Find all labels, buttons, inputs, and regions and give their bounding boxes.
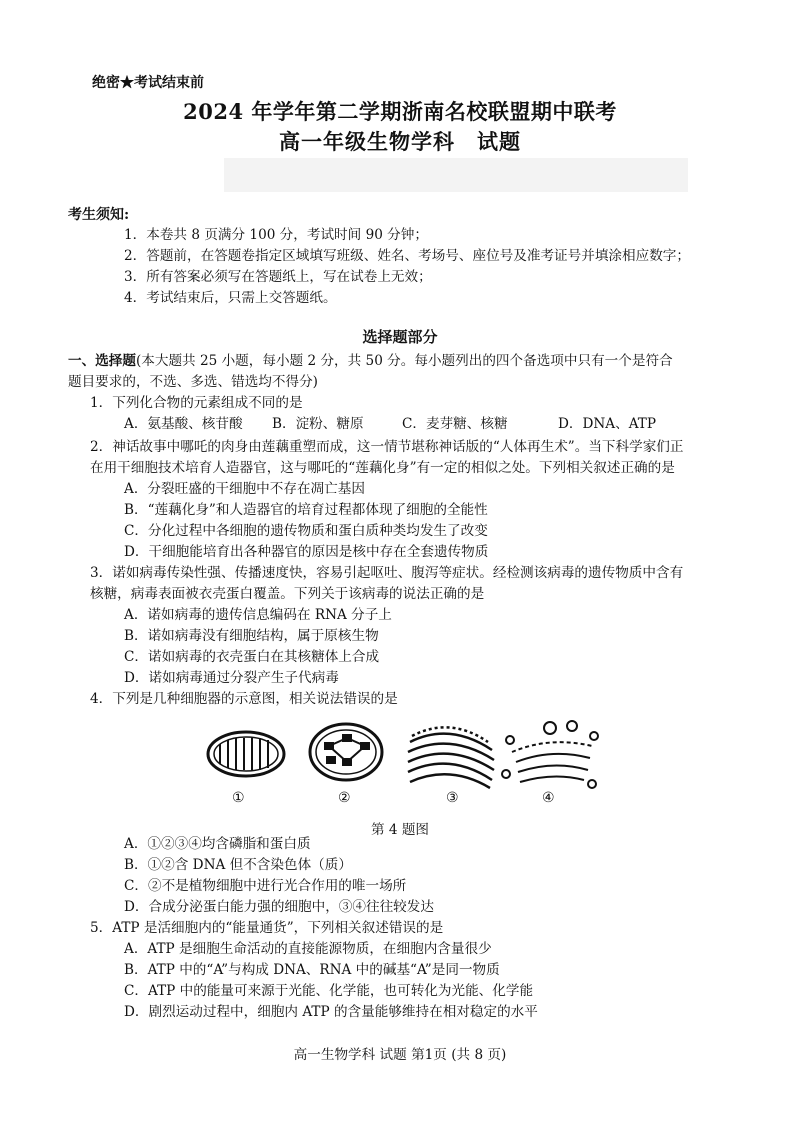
q5-option-c: C．ATP 中的能量可来源于光能、化学能，也可转化为光能、化学能 bbox=[124, 983, 534, 999]
q1-option-b: B．淀粉、糖原 bbox=[272, 416, 364, 432]
q4-option-d: D．合成分泌蛋白能力强的细胞中，③④往往较发达 bbox=[124, 899, 434, 915]
q3-option-c: C．诺如病毒的衣壳蛋白在其核糖体上合成 bbox=[124, 649, 380, 665]
mitochondrion-drawing bbox=[208, 732, 284, 776]
notice-item: 1．本卷共 8 页满分 100 分，考试时间 90 分钟； bbox=[124, 227, 428, 243]
section-intro-line2: 题目要求的，不选、多选、错选均不得分) bbox=[68, 374, 318, 390]
section-heading: 选择题部分 bbox=[362, 328, 438, 346]
q4-option-c: C．②不是植物细胞中进行光合作用的唯一场所 bbox=[124, 878, 407, 894]
q2-option-a: A．分裂旺盛的干细胞中不存在凋亡基因 bbox=[124, 481, 365, 497]
notice-item: 2．答题前，在答题卷指定区域填写班级、姓名、考场号、座位号及准考证号并填涂相应数字； bbox=[124, 248, 690, 264]
question-1-stem: 1．下列化合物的元素组成不同的是 bbox=[90, 395, 303, 411]
notice-item: 3．所有答案必须写在答题纸上，写在试卷上无效； bbox=[124, 269, 432, 285]
q1-option-c: C．麦芽糖、核糖 bbox=[402, 416, 508, 432]
q5-option-a: A．ATP 是细胞生命活动的直接能源物质，在细胞内含量很少 bbox=[124, 941, 492, 957]
figure-caption: 第 4 题图 bbox=[370, 822, 430, 838]
q3-option-b: B．诺如病毒没有细胞结构，属于原核生物 bbox=[124, 628, 379, 644]
notice-item: 4．考试结束后，只需上交答题纸。 bbox=[124, 290, 337, 306]
figure-label-4: ④ bbox=[542, 790, 555, 806]
confidential-label: 绝密★考试结束前 bbox=[92, 75, 204, 91]
q5-option-b: B．ATP 中的“A”与构成 DNA、RNA 中的碱基“A”是同一物质 bbox=[124, 962, 500, 978]
er-drawing bbox=[408, 727, 494, 788]
q1-option-a: A．氨基酸、核苷酸 bbox=[124, 416, 243, 432]
q3-option-d: D．诺如病毒通过分裂产生子代病毒 bbox=[124, 670, 339, 686]
page-footer: 高一生物学科 试题 第1页 (共 8 页) bbox=[293, 1047, 507, 1063]
question-4-stem: 4．下列是几种细胞器的示意图，相关说法错误的是 bbox=[90, 691, 398, 707]
question-2-stem-line1: 2．神话故事中哪吒的肉身由莲藕重塑而成，这一情节堪称神话版的“人体再生术”。当下科学家们正 bbox=[90, 439, 684, 455]
chloroplast-drawing bbox=[310, 724, 382, 780]
section-intro bbox=[68, 349, 673, 369]
figure-label-2: ② bbox=[338, 790, 351, 806]
golgi-drawing bbox=[502, 721, 598, 788]
paper-kind-label: 试题 bbox=[477, 129, 521, 154]
header-blank-band bbox=[224, 158, 688, 192]
notice-heading: 考生须知: bbox=[68, 207, 130, 223]
question-3-stem-line2: 核糖，病毒表面被衣壳蛋白覆盖。下列关于该病毒的说法正确的是 bbox=[90, 586, 485, 602]
question-5-stem: 5．ATP 是活细胞内的“能量通货”，下列相关叙述错误的是 bbox=[90, 920, 444, 936]
organelle-figure bbox=[200, 716, 600, 796]
figure-label-1: ① bbox=[232, 790, 245, 806]
q2-option-d: D．干细胞能培育出各种器官的原因是核中存在全套遗传物质 bbox=[124, 544, 489, 560]
q5-option-d: D．剧烈运动过程中，细胞内 ATP 的含量能够维持在相对稳定的水平 bbox=[124, 1004, 538, 1020]
question-2-stem-line2: 在用干细胞技术培育人造器官，这与哪吒的“莲藕化身”有一定的相似之处。下列相关叙述正确的是 bbox=[90, 460, 675, 476]
exam-title: 2024 年学年第二学期浙南名校联盟期中联考 bbox=[183, 99, 617, 124]
q4-option-b: B．①②含 DNA 但不含染色体（质） bbox=[124, 857, 352, 873]
section-intro-bold: 一、选择题 bbox=[68, 353, 136, 369]
q2-option-c: C．分化过程中各细胞的遗传物质和蛋白质种类均发生了改变 bbox=[124, 523, 488, 539]
figure-label-3: ③ bbox=[446, 790, 459, 806]
question-3-stem-line1: 3．诺如病毒传染性强、传播速度快，容易引起呕吐、腹泻等症状。经检测该病毒的遗传物质中含有 bbox=[90, 565, 684, 581]
section-intro-text: (本大题共 25 小题，每小题 2 分，共 50 分。每小题列出的四个备选项中只有一个是符合 bbox=[135, 353, 673, 369]
q2-option-b: B．“莲藕化身”和人造器官的培育过程都体现了细胞的全能性 bbox=[124, 502, 488, 518]
q1-option-d: D．DNA、ATP bbox=[558, 416, 656, 432]
subject-label: 高一年级生物学科 bbox=[279, 129, 455, 154]
q4-option-a: A．①②③④均含磷脂和蛋白质 bbox=[124, 836, 311, 852]
exam-subtitle bbox=[0, 126, 800, 156]
q3-option-a: A．诺如病毒的遗传信息编码在 RNA 分子上 bbox=[124, 607, 392, 623]
